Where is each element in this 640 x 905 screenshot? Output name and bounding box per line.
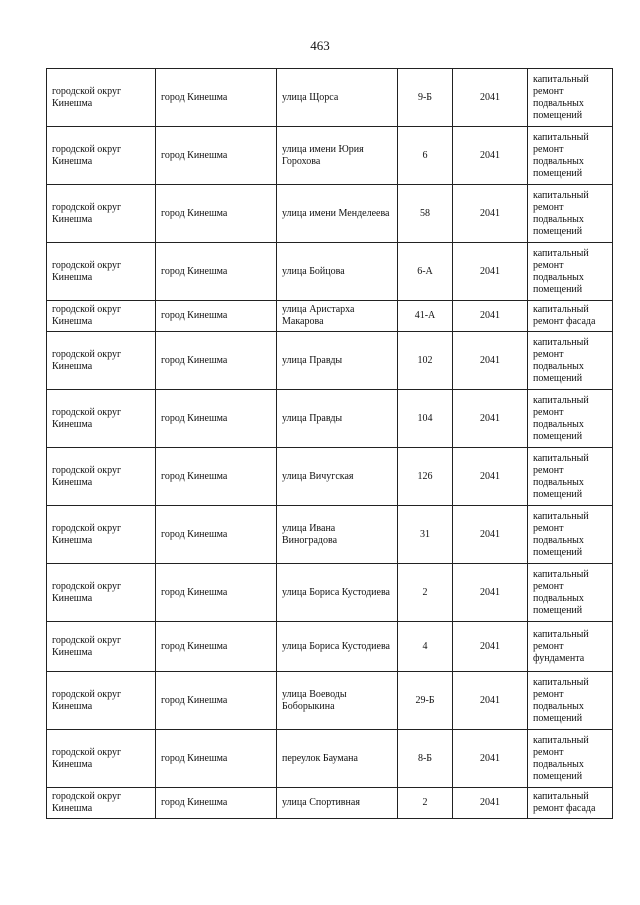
cell-municipal-district: городской округ Кинешма <box>47 672 156 730</box>
cell-settlement: город Кинешма <box>156 730 277 788</box>
cell-work-type: капитальный ремонт подвальных помещений <box>528 185 613 243</box>
cell-settlement: город Кинешма <box>156 448 277 506</box>
cell-planned-year: 2041 <box>453 243 528 301</box>
cell-house-number: 8-Б <box>398 730 453 788</box>
cell-settlement: город Кинешма <box>156 622 277 672</box>
cell-planned-year: 2041 <box>453 301 528 332</box>
cell-street: улица Вичугская <box>277 448 398 506</box>
cell-work-type: капитальный ремонт фасада <box>528 788 613 819</box>
cell-street: улица Правды <box>277 390 398 448</box>
table-row <box>47 672 613 730</box>
table-row <box>47 301 613 332</box>
cell-planned-year: 2041 <box>453 185 528 243</box>
cell-planned-year: 2041 <box>453 672 528 730</box>
page-number: 463 <box>310 38 330 53</box>
cell-settlement: город Кинешма <box>156 788 277 819</box>
cell-street: улица Щорса <box>277 69 398 127</box>
cell-municipal-district: городской округ Кинешма <box>47 243 156 301</box>
cell-municipal-district: городской округ Кинешма <box>47 301 156 332</box>
cell-work-type: капитальный ремонт подвальных помещений <box>528 564 613 622</box>
cell-planned-year: 2041 <box>453 730 528 788</box>
table-row <box>47 730 613 788</box>
cell-municipal-district: городской округ Кинешма <box>47 332 156 390</box>
cell-settlement: город Кинешма <box>156 506 277 564</box>
cell-street: переулок Баумана <box>277 730 398 788</box>
cell-settlement: город Кинешма <box>156 672 277 730</box>
cell-municipal-district: городской округ Кинешма <box>47 185 156 243</box>
cell-work-type: капитальный ремонт подвальных помещений <box>528 332 613 390</box>
cell-work-type: капитальный ремонт подвальных помещений <box>528 127 613 185</box>
cell-house-number: 31 <box>398 506 453 564</box>
cell-municipal-district: городской округ Кинешма <box>47 730 156 788</box>
repair-schedule-table <box>46 68 613 819</box>
cell-work-type: капитальный ремонт подвальных помещений <box>528 672 613 730</box>
cell-work-type: капитальный ремонт подвальных помещений <box>528 730 613 788</box>
cell-street: улица Бориса Кустодиева <box>277 622 398 672</box>
cell-planned-year: 2041 <box>453 788 528 819</box>
cell-house-number: 6 <box>398 127 453 185</box>
cell-house-number: 104 <box>398 390 453 448</box>
cell-municipal-district: городской округ Кинешма <box>47 506 156 564</box>
cell-municipal-district: городской округ Кинешма <box>47 69 156 127</box>
cell-settlement: город Кинешма <box>156 185 277 243</box>
cell-work-type: капитальный ремонт подвальных помещений <box>528 243 613 301</box>
cell-planned-year: 2041 <box>453 564 528 622</box>
cell-municipal-district: городской округ Кинешма <box>47 788 156 819</box>
cell-settlement: город Кинешма <box>156 243 277 301</box>
table-row <box>47 788 613 819</box>
cell-street: улица Воеводы Боборыкина <box>277 672 398 730</box>
table-row <box>47 243 613 301</box>
cell-house-number: 126 <box>398 448 453 506</box>
cell-work-type: капитальный ремонт фасада <box>528 301 613 332</box>
cell-planned-year: 2041 <box>453 622 528 672</box>
cell-work-type: капитальный ремонт подвальных помещений <box>528 448 613 506</box>
cell-work-type: капитальный ремонт подвальных помещений <box>528 506 613 564</box>
cell-planned-year: 2041 <box>453 390 528 448</box>
table-row <box>47 390 613 448</box>
cell-house-number: 2 <box>398 564 453 622</box>
cell-street: улица Ивана Виноградова <box>277 506 398 564</box>
cell-municipal-district: городской округ Кинешма <box>47 448 156 506</box>
table-row <box>47 332 613 390</box>
table-row <box>47 622 613 672</box>
cell-house-number: 2 <box>398 788 453 819</box>
cell-municipal-district: городской округ Кинешма <box>47 127 156 185</box>
cell-street: улица Правды <box>277 332 398 390</box>
cell-settlement: город Кинешма <box>156 301 277 332</box>
table-row <box>47 69 613 127</box>
table-row <box>47 185 613 243</box>
cell-street: улица Бойцова <box>277 243 398 301</box>
table-row <box>47 564 613 622</box>
cell-municipal-district: городской округ Кинешма <box>47 622 156 672</box>
cell-house-number: 102 <box>398 332 453 390</box>
cell-settlement: город Кинешма <box>156 69 277 127</box>
cell-house-number: 4 <box>398 622 453 672</box>
cell-house-number: 29-Б <box>398 672 453 730</box>
cell-street: улица Аристарха Макарова <box>277 301 398 332</box>
cell-house-number: 6-А <box>398 243 453 301</box>
table-row <box>47 127 613 185</box>
cell-work-type: капитальный ремонт подвальных помещений <box>528 69 613 127</box>
cell-house-number: 58 <box>398 185 453 243</box>
cell-settlement: город Кинешма <box>156 390 277 448</box>
cell-planned-year: 2041 <box>453 448 528 506</box>
table-row <box>47 506 613 564</box>
cell-municipal-district: городской округ Кинешма <box>47 390 156 448</box>
table-body <box>47 69 613 819</box>
cell-planned-year: 2041 <box>453 506 528 564</box>
cell-settlement: город Кинешма <box>156 564 277 622</box>
cell-street: улица имени Юрия Горохова <box>277 127 398 185</box>
cell-work-type: капитальный ремонт подвальных помещений <box>528 390 613 448</box>
cell-street: улица имени Менделеева <box>277 185 398 243</box>
table-row <box>47 448 613 506</box>
cell-planned-year: 2041 <box>453 127 528 185</box>
cell-settlement: город Кинешма <box>156 332 277 390</box>
cell-house-number: 41-А <box>398 301 453 332</box>
cell-house-number: 9-Б <box>398 69 453 127</box>
cell-street: улица Спортивная <box>277 788 398 819</box>
cell-street: улица Бориса Кустодиева <box>277 564 398 622</box>
cell-settlement: город Кинешма <box>156 127 277 185</box>
cell-work-type: капитальный ремонт фундамента <box>528 622 613 672</box>
cell-planned-year: 2041 <box>453 69 528 127</box>
cell-planned-year: 2041 <box>453 332 528 390</box>
cell-municipal-district: городской округ Кинешма <box>47 564 156 622</box>
